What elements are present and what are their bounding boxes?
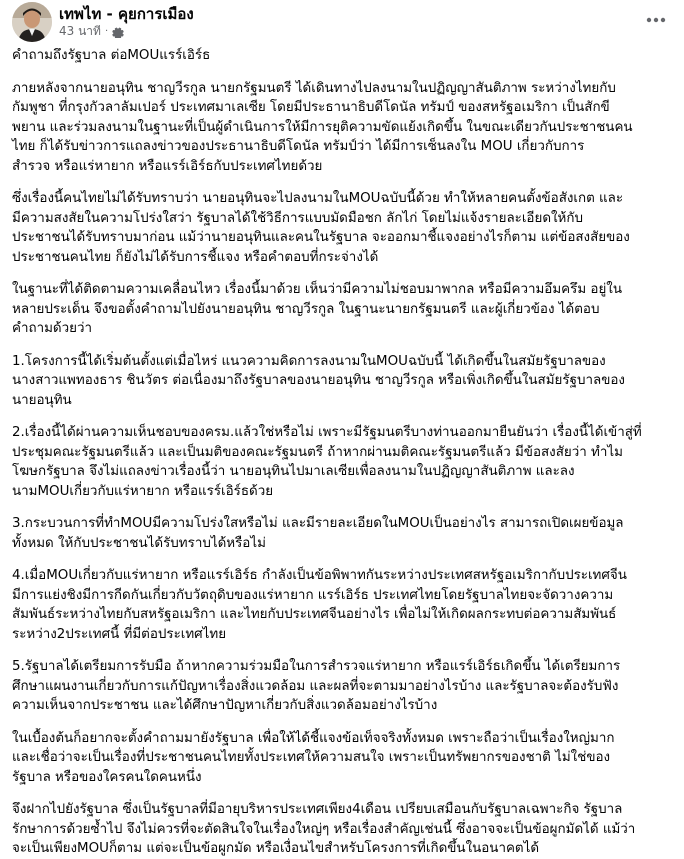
post-timestamp[interactable]: 43 นาที bbox=[59, 24, 101, 38]
post-paragraph: ภายหลังจากนายอนุทิน ชาญวีรกูล นายกรัฐมนตรี ได้เดินทางไปลงนามในปฏิญญาสันติภาพ ระหว่างไทยกับ กัมพูชา ที่กรุงกัวลาลัมเปอร์ ประเทศมาเลเซีย โดยมีประธานาธิบดีโดนัล ทรัมป์ ของสหรัฐอเมริกา เป็นสักขี พยาน และร่วมลงนามในฐานะที่เป็นผู้ดำเนินการให้มีการยุติความขัดแย้งเกิดขึ้น ในขณะเดียวกันประชาชนคน ไทย ก็ได้รับข่าวการแถลงข่าวของประธานาธิบดีโดนัล ทรัมป์ว่า ได้มีการเซ็นลงใน MOU เกี่ยวกับการ สำรวจ หรือแร่หายาก หรือแรร์เอิร์ธกับประเทศไทยด้วย bbox=[12, 80, 633, 174]
post-paragraph: 2.เรื่องนี้ได้ผ่านความเห็นชอบของครม.แล้วใช่หรือไม่ เพราะมีรัฐมนตรีบางท่านออกมายืนยันว่า เรื่องนี้ได้เข้าสู่ที่ ประชุมคณะรัฐมนตรีแล้ว และเป็นมติของคณะรัฐมนตรี ถ้าหากผ่านมติคณะรัฐมนตรีแล้ว มีข้อสงสัยว่า ทำไม โฆษกรัฐบาล จึงไม่แถลงข่าวเรื่องนี้ว่า นายอนุทินไปมาเลเซียเพื่อลงนามในปฏิญญาสันติภาพ และลง นามMOUเกี่ยวกับแร่หายาก หรือแรร์เอิร์ธด้วย bbox=[12, 425, 642, 499]
more-options-button[interactable] bbox=[642, 8, 670, 32]
post-paragraph: 4.เมื่อMOUเกี่ยวกับแร่หายาก หรือแรร์เอิร์ธ กำลังเป็นข้อพิพาทกันระหว่างประเทศสหรัฐอเมริกากับประเทศจีน มีการแย่งชิงมีการกีดกันเกี่ยวกับวัตถุดิบของแร่หายาก แรร์เอิร์ธ ประเทศไทยโดยรัฐบาลไทยจะจัดวางความ สัมพันธ์ระหว่างไทยกับสหรัฐอเมริกา และไทยกับประเทศจีนอย่างไร เพื่อไม่ให้เกิดผลกระทบต่อความสัมพันธ์ ระหว่าง2ประเทศนี้ ที่มีต่อประเทศไทย bbox=[12, 568, 627, 642]
post-header bbox=[0, 0, 684, 44]
gear-icon[interactable] bbox=[112, 26, 124, 38]
profile-photo bbox=[12, 2, 52, 42]
post-title: คำถามถึงรัฐบาล ต่อMOUแรร์เอิร์ธ bbox=[12, 48, 211, 63]
post-paragraph: 3.กระบวนการที่ทำMOUมีความโปร่งใสหรือไม่ และมีรายละเอียดในMOUเป็นอย่างไร สามารถเปิดเผยข้อมูล ทั้งหมด ให้กับประชาชนได้รับทราบได้หรือไม่ bbox=[12, 516, 624, 551]
page-name[interactable]: เทพไท - คุยการเมือง bbox=[59, 5, 194, 23]
post-paragraph: ในเบื้องต้นก็อยากจะตั้งคำถามมายังรัฐบาล เพื่อให้ได้ชี้แจงข้อเท็จจริงทั้งหมด เพราะถือว่าเป็นเรื่องใหญ่มาก และเชื่อว่าจะเป็นเรื่องที่ประชาชนคนไทยทั้งประเทศให้ความสนใจ เพราะเป็นทรัพยากรของชาติ ไม่ใช่ของ รัฐบาล หรือของใครคนใดคนหนึ่ง bbox=[12, 730, 615, 785]
post-paragraph: 1.โครงการนี้ได้เริ่มต้นตั้งแต่เมื่อไหร่ แนวความคิดการลงนามในMOUฉบับนี้ ได้เกิดขึ้นในสมัยรัฐบาลของ นางสาวแพทองธาร ชินวัตร ต่อเนื่องมาถึงรัฐบาลของนายอนุทิน ชาญวีรกูล หรือเพิ่งเกิดขึ้นในสมัยรัฐบาลของ นายอนุทิน bbox=[12, 353, 625, 408]
post-paragraph: จึงฝากไปยังรัฐบาล ซึ่งเป็นรัฐบาลที่มีอายุบริหารประเทศเพียง4เดือน เปรียบเสมือนกับรัฐบาลเฉพาะกิจ รัฐบาล รักษาการด้วยซ้ำไป จึงไม่ควรที่จะตัดสินใจในเรื่องใหญ่ๆ หรือเรื่องสำคัญเช่นนี้ ซึ่งอาจจะเป็นข้อผูกมัดได้ แม้ว่า จะเป็นเพียงMOUก็ตาม แต่จะเป็นข้อผูกมัด หรือเงื่อนไขสำหรับโครงการที่เกิดขึ้นในอนาคตได้ bbox=[12, 802, 636, 856]
post-paragraph: ซึ่งเรื่องนี้คนไทยไม่ได้รับทราบว่า นายอนุทินจะไปลงนามในMOUฉบับนี้ด้วย ทำให้หลายคนตั้งข้อสังเกต และ มีความสงสัยในความโปร่งใสว่า รัฐบาลได้ใช้วิธีการแบบมัดมือชก ลักไก่ โดยไม่แจ้งรายละเอียดให้กับ ประชาชนได้รับทราบมาก่อน แม้ว่านายอนุทินและคนในรัฐบาล จะออกมาชี้แจงอย่างไรก็ตาม แต่ข้อสงสัยของ ประชาชนคนไทย ก็ยังไม่ได้รับการชี้แจง หรือคำตอบที่กระจ่างได้ bbox=[12, 191, 630, 265]
meta-separator: · bbox=[104, 26, 109, 37]
avatar[interactable] bbox=[12, 2, 52, 42]
post-body bbox=[12, 40, 672, 859]
post-paragraph: 5.รัฐบาลได้เตรียมการรับมือ ถ้าหากความร่วมมือในการสำรวจแร่หายาก หรือแรร์เอิร์ธเกิดขึ้น ได้เตรียมการ ศึกษาแผนงานเกี่ยวกับการแก้ปัญหาเรื่องสิ่งแวดล้อม และผลที่จะตามมาอย่างไรบ้าง และรัฐบาลจะต้องรับฟัง ความเห็นจากประชาชน และได้ศึกษาปัญหาเกี่ยวกับสิ่งแวดล้อมอย่างไรบ้าง bbox=[12, 659, 621, 713]
post-meta bbox=[59, 22, 124, 41]
post-paragraph: ในฐานะที่ได้ติดตามความเคลื่อนไหว เรื่องนี้มาด้วย เห็นว่ามีความไม่ชอบมาพากล หรือมีความอึมครึม อยู่ใน หลายประเด็น จึงขอตั้งคำถามไปยังนายอนุทิน ชาญวีรกูล ในฐานะนายกรัฐมนตรี และผู้เกี่ยวข้อง ได้ตอบ คำถามด้วยว่า bbox=[12, 282, 622, 336]
more-horizontal-icon bbox=[646, 17, 666, 23]
